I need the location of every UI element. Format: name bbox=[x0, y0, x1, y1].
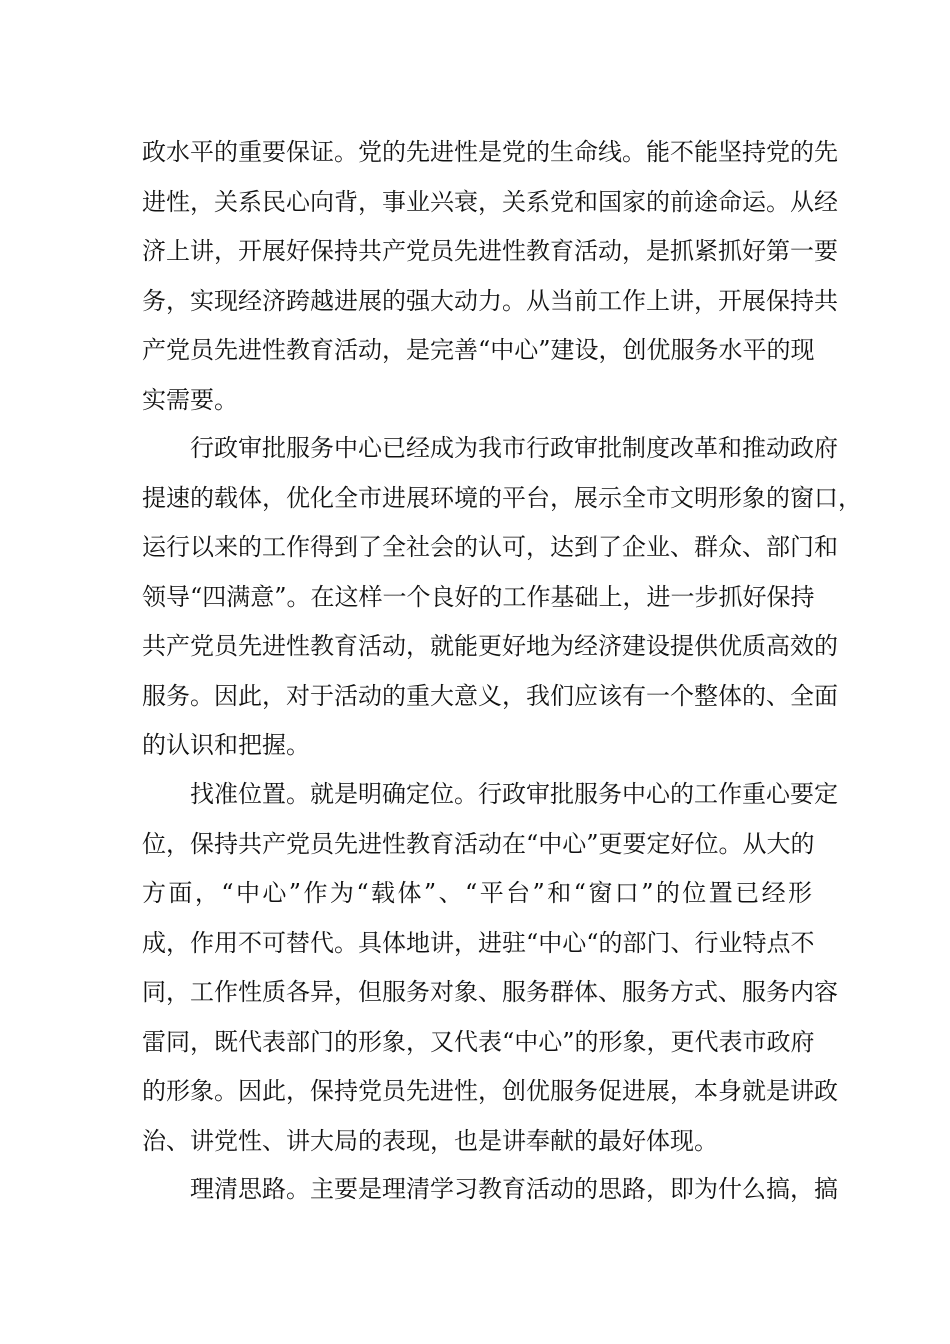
paragraph-line: 的形象。因此，保持党员先进性，创优服务促进展，本身就是讲政 bbox=[142, 1077, 838, 1105]
paragraph-2 bbox=[142, 424, 862, 771]
paragraph-1 bbox=[142, 128, 838, 425]
paragraph-4 bbox=[142, 1165, 838, 1215]
paragraph-3 bbox=[142, 770, 838, 1166]
paragraph-line: 服务。因此，对于活动的重大意义，我们应该有一个整体的、全面 bbox=[142, 681, 838, 710]
paragraph-line: 治、讲党性、讲大局的表现，也是讲奉献的最好体现。 bbox=[142, 1126, 718, 1155]
paragraph-line: 方面，“中心”作为“载体”、“平台”和“窗口”的位置已经形 bbox=[142, 879, 812, 907]
paragraph-line: 济上讲，开展好保持共产党员先进性教育活动，是抓紧抓好第一要 bbox=[142, 237, 838, 265]
paragraph-line: 共产党员先进性教育活动，就能更好地为经济建设提供优质高效的 bbox=[142, 632, 838, 660]
paragraph-line: 提速的载体，优化全市进展环境的平台，展示全市文明形象的窗口， bbox=[142, 483, 862, 512]
paragraph-line: 行政审批服务中心已经成为我市行政审批制度改革和推动政府 bbox=[190, 434, 838, 462]
paragraph-line: 务，实现经济跨越进展的强大动力。从当前工作上讲，开展保持共 bbox=[142, 286, 838, 315]
paragraph-line: 运行以来的工作得到了全社会的认可，达到了企业、群众、部门和 bbox=[142, 533, 838, 561]
paragraph-line: 领导“四满意”。在这样一个良好的工作基础上，进一步抓好保持 bbox=[142, 582, 815, 611]
paragraph-line: 政水平的重要保证。党的先进性是党的生命线。能不能坚持党的先 bbox=[142, 138, 838, 166]
paragraph-line: 理清思路。主要是理清学习教育活动的思路，即为什么搞，搞 bbox=[190, 1175, 838, 1203]
paragraph-line: 雷同，既代表部门的形象，又代表“中心”的形象，更代表市政府 bbox=[142, 1027, 815, 1056]
paragraph-line: 位，保持共产党员先进性教育活动在“中心”更要定好位。从大的 bbox=[142, 829, 815, 858]
paragraph-line: 同，工作性质各异，但服务对象、服务群体、服务方式、服务内容 bbox=[142, 978, 838, 1006]
paragraph-line: 进性，关系民心向背，事业兴衰，关系党和国家的前途命运。从经 bbox=[142, 187, 838, 216]
paragraph-line: 的认识和把握。 bbox=[142, 731, 310, 759]
paragraph-line: 找准位置。就是明确定位。行政审批服务中心的工作重心要定 bbox=[190, 780, 838, 808]
paragraph-line: 实需要。 bbox=[142, 385, 238, 414]
paragraph-line: 成，作用不可替代。具体地讲，进驻“中心“的部门、行业特点不 bbox=[142, 928, 815, 957]
paragraph-line: 产党员先进性教育活动，是完善“中心”建设，创优服务水平的现 bbox=[142, 336, 815, 364]
